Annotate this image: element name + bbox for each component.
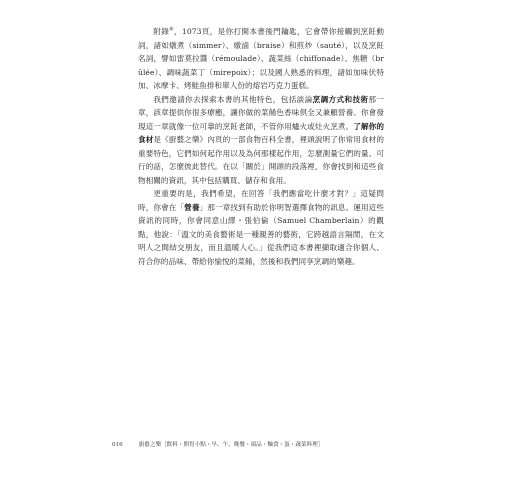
paragraph-features: [138, 93, 384, 188]
paragraph-text: 更重要的是，我們希望，在回答「我們應當吃什麼才對？」這疑問時，你會在「: [138, 189, 384, 212]
paragraph-nutrition: [138, 187, 384, 268]
page-footer: [112, 440, 412, 448]
chapter-name-nutrition: 營養: [184, 202, 200, 212]
superscript-marker: ⑧: [169, 26, 174, 33]
page-number: 016: [112, 442, 123, 448]
paragraph-text: 那一章，該章提供你很多療癒，讓你做的菜餚色香味倶全又兼顧營養。你會發現這一章就像一位可靠的烹飪老師，不管你用爐火或灶火烹煮。: [138, 94, 384, 131]
running-title: 廚藝之樂［飲料・開胃小點・早、午、晚餐・湯品・麵食・蛋・蔬菜料理］: [138, 442, 324, 448]
paragraph-text: ，1073頁，是你打開本書後門鑰匙，它會帶你接觸到烹飪動詞，諸如燉煮（simmer）、燉滷（braise）和煎炒（sauté），以及烹飪名詞，譬如雷莫拉醬（rémoulade）、蔬菜絲（chiffonade）、焦糖（brûlée）、調味蔬菜丁（mirepoix）；以及國人熟悉的料理，諸如加味伏特加、冰摩卡、烤鮭魚排和單人份的熔岩巧克力蛋糕。: [138, 27, 384, 90]
paragraph-text: 我們邀請你去探索本書的其他特色，包括談論: [153, 94, 313, 104]
paragraph-text: 是《廚藝之樂》內頁的一部食物百科全書，裡頭說明了你常用食材的重要特色，它們如何起作用以及為何那樣起作用，怎麼測量它們的量、可行的話，怎麼彼此替代。在以「關於」開頭的段落裡，你會找到和這些食物相關的資訊，其中包括購買、儲存和食用。: [138, 135, 385, 185]
body-text: [138, 25, 384, 268]
paragraph-text: 」那一章找到有助於你明智選擇食物的訊息。運用這些資訊的同時，你會同意山繆・張伯倫（Samuel Chamberlain）的觀點，他說：「溫文的美食藝術是一種親善的藝術，它跨越語言隔閡，在文明人之間結交朋友，而且溫暖人心。」從我們這本書裡擷取適合你個人、符合你的品味、帶給你愉悅的菜餚，然後和我們同享烹調的樂趣。: [138, 202, 384, 266]
paragraph-appendix: [138, 25, 384, 93]
chapter-name-ingredients: 了解你的食材: [138, 121, 384, 144]
chapter-name-techniques: 烹調方式和技術: [312, 94, 369, 104]
paragraph-text: 附錄: [153, 27, 170, 36]
